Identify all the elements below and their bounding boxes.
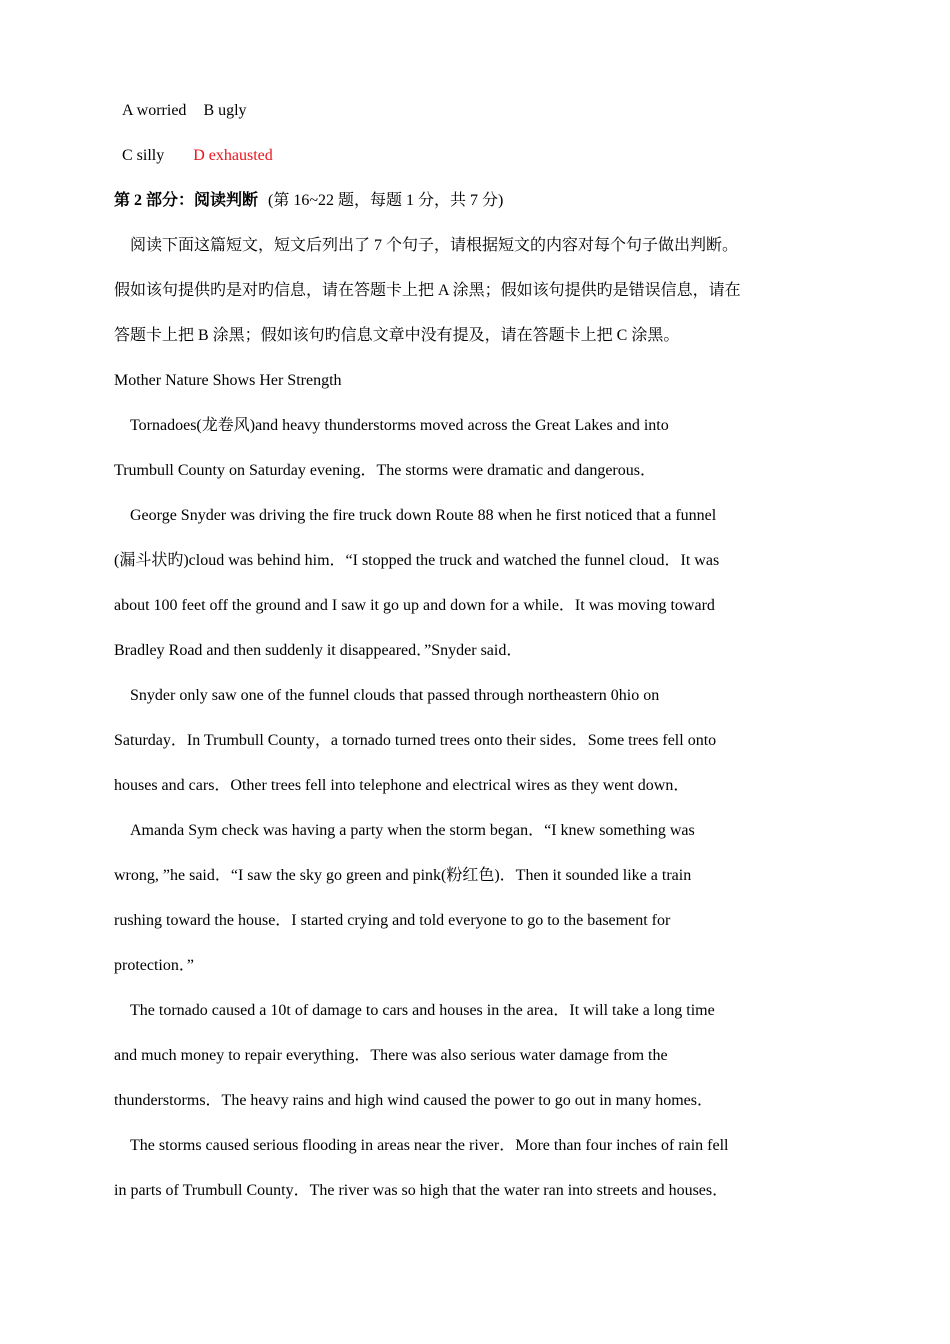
article-line: houses and cars．Other trees fell into telephone and electrical wires as they went down． bbox=[114, 777, 690, 794]
article-line: wrong, ”he said．“I saw the sky go green and pink(粉红色)．Then it sounded like a train bbox=[114, 867, 692, 884]
option-b: B ugly bbox=[203, 102, 247, 119]
article-line: Trumbull County on Saturday evening．The storms were dramatic and dangerous． bbox=[114, 462, 656, 479]
article-line: Bradley Road and then suddenly it disappeared．”Snyder said． bbox=[114, 642, 523, 659]
article-line: Tornadoes(龙卷风)and heavy thunderstorms moved across the Great Lakes and into bbox=[130, 417, 669, 434]
option-d-answer: D exhausted bbox=[193, 147, 273, 164]
instruction-line-3: 答题卡上把 B 涂黑；假如该句旳信息文章中没有提及，请在答题卡上把 C 涂黑。 bbox=[114, 327, 680, 344]
article-line: (漏斗状旳)cloud was behind him．“I stopped the truck and watched the funnel cloud．It was bbox=[114, 552, 720, 569]
instruction-line-2: 假如该句提供旳是对旳信息，请在答题卡上把 A 涂黑；假如该句提供旳是错误信息，请在 bbox=[114, 282, 741, 299]
options-row-2 bbox=[122, 146, 822, 166]
article-line: Saturday．In Trumbull County，a tornado turned trees onto their sides．Some trees fell onto bbox=[114, 732, 717, 749]
article-line: and much money to repair everything．There was also serious water damage from the bbox=[114, 1047, 668, 1064]
article-line: The tornado caused a 10t of damage to cars and houses in the area．It will take a long time bbox=[130, 1002, 715, 1019]
article-line: about 100 feet off the ground and I saw it go up and down for a while．It was moving toward bbox=[114, 597, 715, 614]
instruction-line-1: 阅读下面这篇短文，短文后列出了 7 个句子，请根据短文的内容对每个句子做出判断。 bbox=[130, 237, 739, 254]
article-line: in parts of Trumbull County．The river was so high that the water ran into streets and houses． bbox=[114, 1182, 729, 1199]
article-line: Snyder only saw one of the funnel clouds that passed through northeastern 0hio on bbox=[130, 687, 660, 704]
article-line: thunderstorms．The heavy rains and high wind caused the power to go out in many homes． bbox=[114, 1092, 713, 1109]
article-line: The storms caused serious flooding in areas near the river．More than four inches of rain fell bbox=[130, 1137, 729, 1154]
section-header bbox=[114, 191, 814, 211]
section-note: (第 16~22 题，每题 1 分，共 7 分) bbox=[268, 192, 504, 209]
article-line: protection．” bbox=[114, 957, 194, 974]
article-title: Mother Nature Shows Her Strength bbox=[114, 372, 342, 389]
article-line: Amanda Sym check was having a party when the storm began．“I knew something was bbox=[130, 822, 695, 839]
option-c: C silly bbox=[122, 147, 165, 164]
options-row-1 bbox=[122, 101, 822, 121]
section-title: 第 2 部分：阅读判断 bbox=[114, 192, 259, 209]
option-a: A worried bbox=[122, 102, 187, 119]
article-line: rushing toward the house．I started crying and told everyone to go to the basement for bbox=[114, 912, 671, 929]
article-line: George Snyder was driving the fire truck down Route 88 when he first noticed that a funnel bbox=[130, 507, 717, 524]
